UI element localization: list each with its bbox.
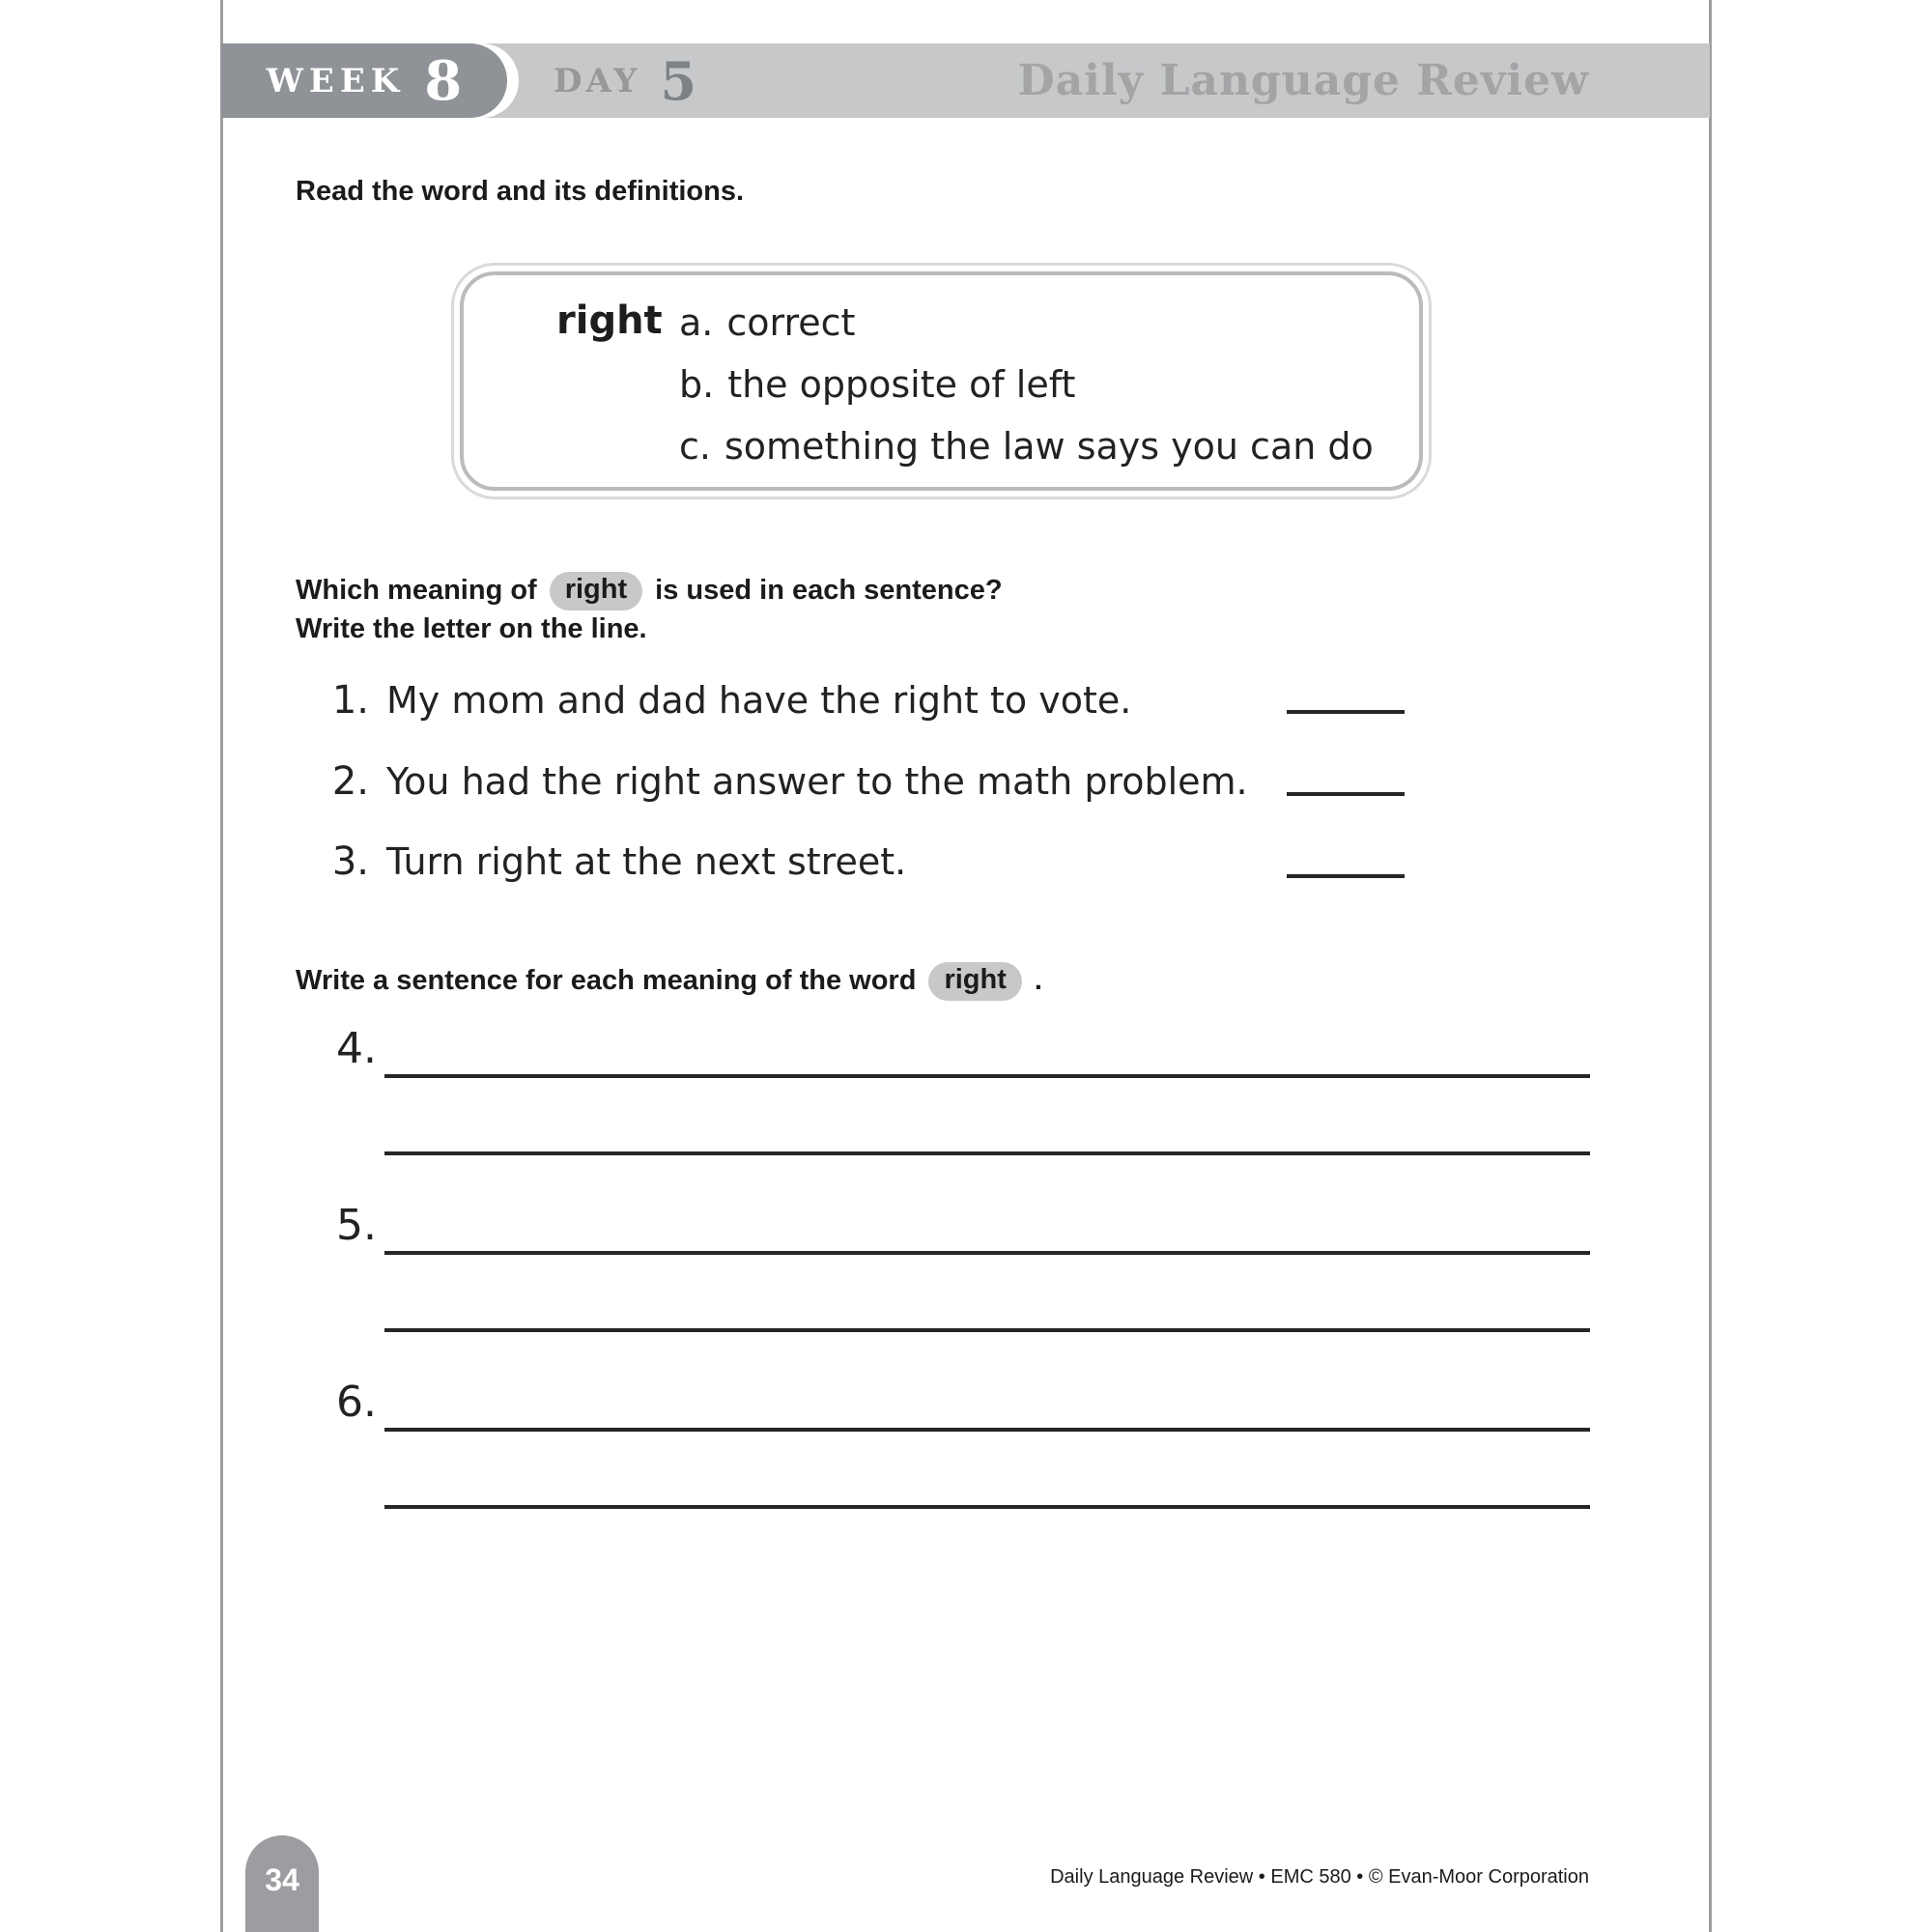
definition-c: [679, 425, 1374, 468]
definition-b-text: the opposite of left: [727, 363, 1076, 406]
page-left-edge: [220, 0, 223, 1932]
highlighted-word-right-2: right: [928, 962, 1021, 1001]
answer-blank-3: [1287, 874, 1405, 878]
week-number: 8: [424, 48, 463, 113]
writing-line-6b: [384, 1505, 1590, 1509]
which-instruction-before: Which meaning of: [296, 575, 537, 607]
page-number-tab: [245, 1835, 319, 1932]
which-instruction-line1: [296, 572, 1003, 611]
definition-c-text: something the law says you can do: [724, 425, 1374, 468]
writing-line-5a: [384, 1251, 1590, 1255]
writing-item-6-number: 6.: [336, 1378, 377, 1427]
writing-item-4-number: 4.: [336, 1024, 377, 1073]
page-number: 34: [265, 1862, 299, 1897]
read-instruction: Read the word and its definitions.: [296, 176, 745, 207]
definition-b: [679, 363, 1075, 406]
page-right-edge: [1709, 0, 1712, 1932]
week-tab: [221, 43, 507, 118]
sentence-3-text: Turn right at the next street.: [386, 840, 907, 883]
writing-line-6a: [384, 1428, 1590, 1432]
sentence-item-3: [296, 839, 906, 884]
write-instruction-before: Write a sentence for each meaning of the word: [296, 965, 917, 997]
day-label: DAY: [554, 61, 641, 100]
writing-line-4a: [384, 1074, 1590, 1078]
sentence-1-text: My mom and dad have the right to vote.: [386, 679, 1132, 722]
definition-b-letter: b.: [679, 363, 715, 406]
definition-word: right: [556, 298, 663, 343]
which-instruction-line2: Write the letter on the line.: [296, 613, 647, 644]
sentence-item-2: [296, 759, 1248, 804]
writing-item-5-number: 5.: [336, 1201, 377, 1250]
book-title: Daily Language Review: [1017, 56, 1589, 105]
definition-c-letter: c.: [679, 425, 711, 468]
day-group: [554, 43, 696, 118]
sentence-item-1: [296, 678, 1131, 723]
write-instruction-period: .: [1034, 965, 1042, 997]
definition-a-letter: a.: [679, 301, 714, 344]
sentence-2-text: You had the right answer to the math problem.: [386, 760, 1248, 803]
writing-line-5b: [384, 1328, 1590, 1332]
writing-line-4b: [384, 1151, 1590, 1155]
highlighted-word-right: right: [550, 572, 642, 611]
sentence-2-number: 2.: [331, 759, 369, 804]
which-instruction-after: is used in each sentence?: [655, 575, 1003, 607]
write-instruction: [296, 962, 1042, 1001]
day-number: 5: [660, 49, 697, 112]
sentence-1-number: 1.: [331, 678, 369, 723]
answer-blank-2: [1287, 792, 1405, 796]
week-label: WEEK: [266, 61, 406, 100]
sentence-3-number: 3.: [331, 839, 369, 884]
answer-blank-1: [1287, 710, 1405, 714]
definition-box: [460, 271, 1423, 491]
definition-a: [679, 301, 855, 344]
definition-a-text: correct: [726, 301, 856, 344]
footer-credit: Daily Language Review • EMC 580 • © Evan-Moor Corporation: [1050, 1866, 1589, 1888]
